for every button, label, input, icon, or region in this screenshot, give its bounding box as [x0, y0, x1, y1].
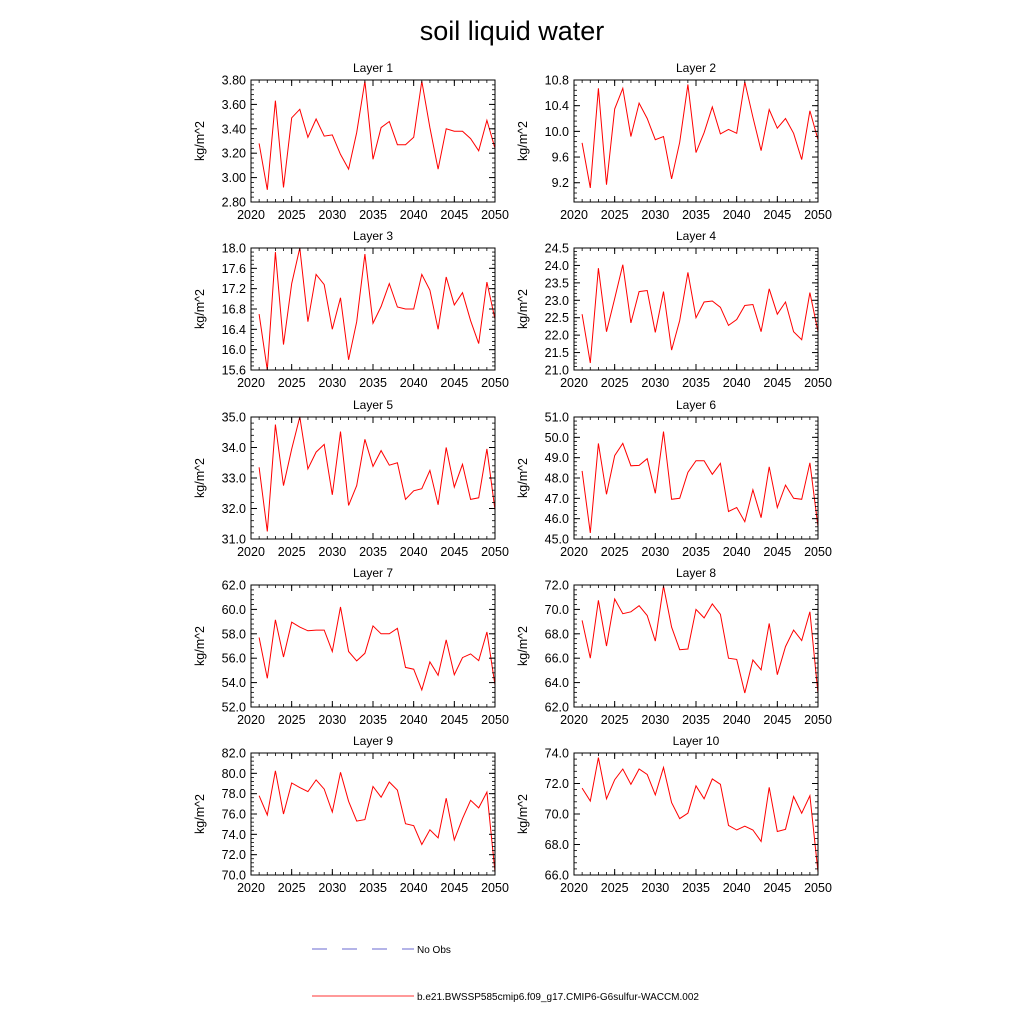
plot-frame: [574, 585, 818, 707]
y-tick-label: 70.0: [544, 602, 569, 617]
y-tick-label: 47.0: [544, 491, 569, 506]
y-tick-label: 34.0: [221, 441, 246, 455]
x-tick-label: 2030: [641, 881, 670, 895]
panel-layer-9: [193, 734, 509, 895]
x-tick-label: 2040: [722, 208, 751, 222]
x-tick-label: 2040: [399, 208, 428, 222]
panel-layer-7: [193, 566, 509, 727]
x-tick-label: 2045: [763, 376, 792, 390]
y-axis-label: kg/m^2: [193, 121, 207, 161]
y-tick-label: 2.80: [221, 195, 246, 210]
y-tick-label: 33.0: [221, 471, 246, 486]
panel-title: Layer 3: [352, 229, 394, 243]
series-line: [582, 265, 818, 363]
x-tick-label: 2025: [600, 713, 629, 727]
panel-layer-4: [516, 229, 832, 390]
x-tick-label: 2025: [600, 881, 629, 895]
panel-layer-2: [516, 61, 832, 222]
y-tick-label: 10.0: [544, 124, 569, 139]
series-line: [259, 81, 495, 190]
x-tick-label: 2045: [763, 545, 792, 559]
x-tick-label: 2040: [399, 881, 428, 895]
panels: [193, 61, 832, 895]
x-tick-label: 2050: [481, 545, 509, 559]
y-tick-label: 74.0: [221, 827, 246, 842]
x-tick-label: 2040: [722, 881, 751, 895]
x-tick-label: 2035: [682, 713, 710, 727]
x-tick-label: 2025: [600, 376, 629, 390]
plot-frame: [574, 753, 818, 875]
x-tick-label: 2025: [277, 376, 306, 390]
x-tick-label: 2035: [359, 545, 387, 559]
x-tick-label: 2030: [318, 376, 347, 390]
y-tick-label: 32.0: [221, 502, 246, 516]
y-tick-label: 15.6: [221, 363, 246, 378]
y-tick-label: 3.80: [221, 73, 246, 88]
y-tick-label: 52.0: [221, 700, 246, 715]
y-tick-label: 16.4: [221, 322, 246, 337]
x-tick-label: 2020: [237, 376, 265, 390]
x-tick-label: 2050: [804, 713, 832, 727]
x-tick-label: 2040: [399, 376, 428, 390]
series-line: [582, 586, 818, 694]
y-axis-label: kg/m^2: [516, 458, 530, 498]
y-tick-label: 35.0: [221, 410, 246, 425]
x-tick-label: 2045: [440, 376, 469, 390]
y-tick-label: 10.4: [544, 99, 569, 114]
x-tick-label: 2040: [722, 713, 751, 727]
x-tick-label: 2040: [722, 376, 751, 390]
y-tick-label: 78.0: [221, 787, 246, 802]
y-tick-label: 21.0: [544, 363, 569, 378]
x-tick-label: 2040: [399, 545, 428, 559]
plot-frame: [251, 80, 495, 202]
y-axis-label: kg/m^2: [516, 626, 530, 666]
y-tick-label: 9.2: [551, 176, 569, 191]
y-axis-label: kg/m^2: [193, 794, 207, 834]
y-tick-label: 70.0: [544, 807, 569, 822]
x-tick-label: 2035: [359, 376, 387, 390]
y-tick-label: 66.0: [544, 868, 569, 883]
y-tick-label: 17.2: [221, 282, 246, 297]
y-tick-label: 70.0: [221, 868, 246, 883]
series-line: [259, 417, 495, 531]
x-tick-label: 2045: [440, 881, 469, 895]
y-tick-label: 82.0: [221, 746, 246, 761]
panel-layer-10: [516, 734, 832, 895]
series-line: [259, 771, 495, 872]
panel-layer-3: [193, 229, 509, 390]
y-tick-label: 18.0: [221, 241, 246, 256]
y-tick-label: 46.0: [544, 512, 569, 527]
panel-layer-8: [516, 566, 832, 727]
x-tick-label: 2030: [318, 208, 347, 222]
x-tick-label: 2020: [237, 881, 265, 895]
panel-title: Layer 8: [675, 566, 717, 580]
x-tick-label: 2020: [237, 545, 265, 559]
x-tick-label: 2050: [804, 545, 832, 559]
y-tick-label: 74.0: [544, 746, 569, 761]
legend: [312, 945, 699, 1003]
y-tick-label: 24.5: [544, 241, 569, 256]
x-tick-label: 2050: [481, 713, 509, 727]
y-tick-label: 23.5: [544, 276, 569, 291]
y-tick-label: 72.0: [544, 777, 569, 791]
x-tick-label: 2030: [318, 545, 347, 559]
series-line: [259, 248, 495, 370]
x-tick-label: 2020: [237, 713, 265, 727]
panel-title: Layer 9: [352, 734, 394, 748]
y-axis-label: kg/m^2: [193, 626, 207, 666]
y-tick-label: 58.0: [221, 627, 246, 642]
y-tick-label: 17.6: [221, 261, 246, 276]
y-tick-label: 80.0: [221, 766, 246, 781]
x-tick-label: 2020: [560, 208, 588, 222]
x-tick-label: 2040: [399, 713, 428, 727]
y-tick-label: 68.0: [544, 627, 569, 642]
x-tick-label: 2045: [440, 208, 469, 222]
x-tick-label: 2030: [318, 713, 347, 727]
y-tick-label: 54.0: [221, 676, 246, 691]
series-line: [582, 82, 818, 188]
x-tick-label: 2030: [641, 376, 670, 390]
x-tick-label: 2035: [682, 545, 710, 559]
x-tick-label: 2045: [763, 208, 792, 222]
plot-frame: [574, 80, 818, 202]
panel-title: Layer 6: [675, 398, 717, 412]
y-tick-label: 24.0: [544, 258, 569, 273]
y-tick-label: 76.0: [221, 807, 246, 822]
panel-title: Layer 10: [672, 734, 720, 748]
y-tick-label: 31.0: [221, 532, 246, 547]
x-tick-label: 2020: [560, 545, 588, 559]
plot-frame: [251, 585, 495, 707]
x-tick-label: 2020: [560, 376, 588, 390]
x-tick-label: 2030: [641, 713, 670, 727]
y-axis-label: kg/m^2: [516, 289, 530, 329]
x-tick-label: 2035: [359, 208, 387, 222]
series-line: [582, 758, 818, 872]
y-tick-label: 16.8: [221, 302, 246, 317]
panel-layer-6: [516, 398, 832, 559]
legend-no-obs-label: No Obs: [417, 945, 451, 956]
x-tick-label: 2020: [560, 713, 588, 727]
y-tick-label: 60.0: [221, 602, 246, 617]
panel-title: Layer 4: [675, 229, 717, 243]
y-axis-label: kg/m^2: [516, 121, 530, 161]
y-tick-label: 21.5: [544, 346, 569, 361]
x-tick-label: 2045: [440, 545, 469, 559]
y-axis-label: kg/m^2: [193, 458, 207, 498]
y-tick-label: 50.0: [544, 430, 569, 445]
x-tick-label: 2045: [763, 713, 792, 727]
y-tick-label: 62.0: [544, 700, 569, 715]
plot-frame: [251, 417, 495, 539]
y-tick-label: 72.0: [221, 848, 246, 863]
x-tick-label: 2050: [481, 881, 509, 895]
x-tick-label: 2050: [804, 376, 832, 390]
y-tick-label: 56.0: [221, 651, 246, 666]
y-tick-label: 9.6: [551, 150, 569, 165]
panel-title: Layer 7: [352, 566, 394, 580]
x-tick-label: 2050: [804, 208, 832, 222]
y-tick-label: 48.0: [544, 471, 569, 486]
series-line: [582, 432, 818, 533]
legend-run-label: b.e21.BWSSP585cmip6.f09_g17.CMIP6-G6sulfur-WACCM.002: [417, 992, 699, 1003]
x-tick-label: 2045: [763, 881, 792, 895]
y-tick-label: 64.0: [544, 676, 569, 691]
x-tick-label: 2035: [359, 713, 387, 727]
plot-frame: [574, 417, 818, 539]
x-tick-label: 2025: [600, 545, 629, 559]
y-tick-label: 66.0: [544, 651, 569, 666]
y-tick-label: 51.0: [544, 410, 569, 425]
y-tick-label: 62.0: [221, 578, 246, 593]
x-tick-label: 2025: [277, 713, 306, 727]
y-axis-label: kg/m^2: [516, 794, 530, 834]
y-tick-label: 72.0: [544, 578, 569, 593]
panel-title: Layer 5: [352, 398, 394, 412]
plot-frame: [574, 248, 818, 370]
y-tick-label: 3.40: [221, 122, 246, 137]
x-tick-label: 2035: [682, 376, 710, 390]
y-tick-label: 10.8: [544, 73, 569, 88]
x-tick-label: 2050: [481, 376, 509, 390]
x-tick-label: 2025: [277, 208, 306, 222]
y-tick-label: 23.0: [544, 293, 569, 308]
figure-title: soil liquid water: [419, 16, 605, 46]
x-tick-label: 2025: [277, 545, 306, 559]
panel-layer-5: [193, 398, 509, 559]
x-tick-label: 2020: [560, 881, 588, 895]
y-tick-label: 49.0: [544, 451, 569, 466]
x-tick-label: 2050: [481, 208, 509, 222]
y-tick-label: 3.60: [221, 97, 246, 112]
plot-frame: [251, 753, 495, 875]
x-tick-label: 2030: [641, 545, 670, 559]
plot-frame: [251, 248, 495, 370]
panel-title: Layer 1: [352, 61, 394, 75]
x-tick-label: 2040: [722, 545, 751, 559]
x-tick-label: 2035: [682, 881, 710, 895]
x-tick-label: 2025: [600, 208, 629, 222]
series-line: [259, 607, 495, 690]
x-tick-label: 2030: [318, 881, 347, 895]
y-tick-label: 22.5: [544, 311, 569, 326]
y-tick-label: 45.0: [544, 532, 569, 547]
x-tick-label: 2020: [237, 208, 265, 222]
x-tick-label: 2050: [804, 881, 832, 895]
panel-title: Layer 2: [675, 61, 717, 75]
y-axis-label: kg/m^2: [193, 289, 207, 329]
y-tick-label: 3.00: [221, 171, 246, 186]
x-tick-label: 2045: [440, 713, 469, 727]
y-tick-label: 16.0: [221, 343, 246, 358]
x-tick-label: 2035: [682, 208, 710, 222]
y-tick-label: 3.20: [221, 146, 246, 161]
panel-layer-1: [193, 61, 509, 222]
y-tick-label: 68.0: [544, 838, 569, 852]
y-tick-label: 22.0: [544, 328, 569, 343]
x-tick-label: 2025: [277, 881, 306, 895]
x-tick-label: 2030: [641, 208, 670, 222]
x-tick-label: 2035: [359, 881, 387, 895]
